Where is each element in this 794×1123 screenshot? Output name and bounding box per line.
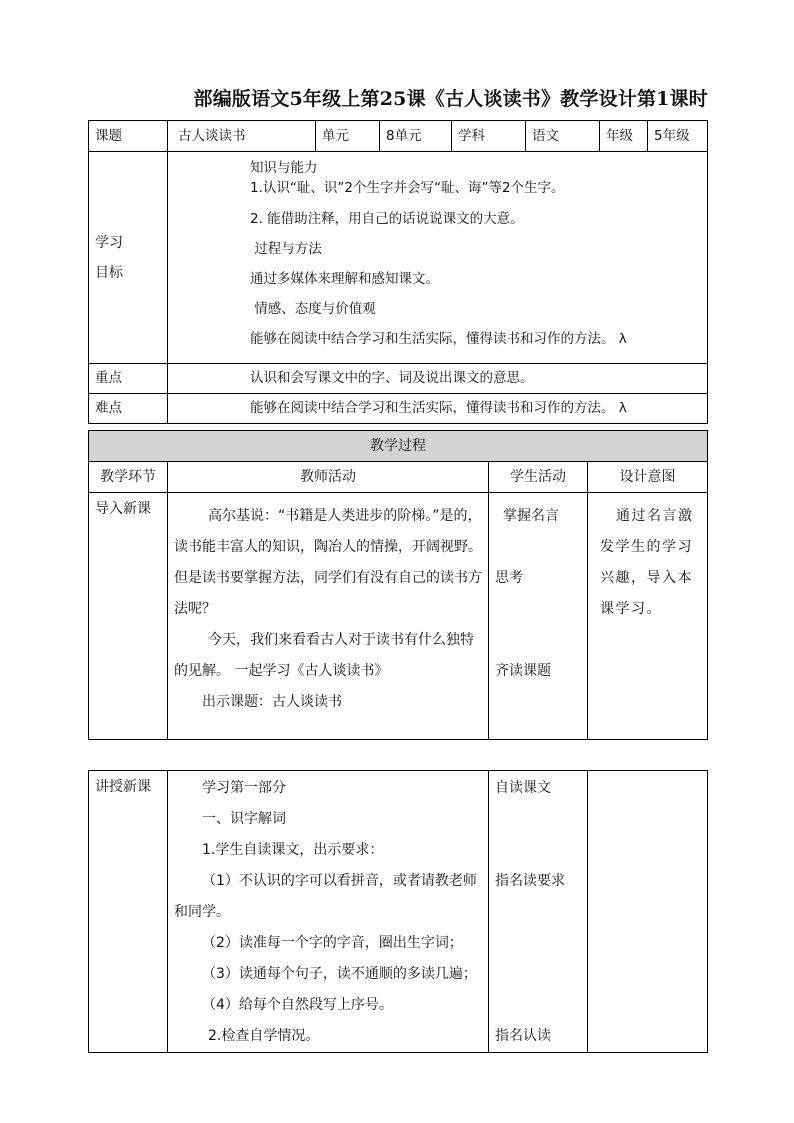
intro-stage: 导入新课	[89, 493, 168, 740]
key-point-label: 重点	[89, 364, 168, 394]
lecture-teacher	[168, 771, 489, 1053]
column-header-row	[89, 462, 708, 493]
goals-label-line1: 学习	[95, 234, 123, 251]
lecture-row	[89, 771, 708, 1053]
info-row	[89, 121, 708, 152]
col-design: 设计意图	[588, 462, 708, 493]
topic-value: 古人谈读书	[168, 121, 316, 152]
lecture-student	[489, 771, 588, 1053]
lecture-line: 2.检查自学情况。	[208, 1028, 320, 1044]
goals-row	[89, 152, 708, 364]
topic-label: 课题	[89, 121, 168, 152]
lecture-stage: 讲授新课	[89, 771, 168, 1053]
intro-design-text: 通过名言激发学生的学习兴趣，导入本课学习。	[600, 508, 694, 617]
process-table	[88, 430, 708, 740]
lecture-line: 1.学生自读课文，出示要求：	[202, 842, 384, 858]
lecture-student-3: 指名认读	[495, 1028, 551, 1044]
goals-label-line2: 目标	[95, 264, 123, 281]
lecture-design	[588, 771, 708, 1053]
intro-design	[588, 493, 708, 740]
subject-value: 语文	[526, 121, 600, 152]
lecture-student-2: 指名读要求	[495, 873, 565, 889]
intro-teacher	[168, 493, 489, 740]
intro-student	[489, 493, 588, 740]
difficulty-label: 难点	[89, 394, 168, 424]
lecture-line: 和同学。	[174, 904, 230, 920]
difficulty-value: 能够在阅读中结合学习和生活实际，懂得读书和习作的方法。 λ	[168, 394, 708, 424]
goal-item: 知识与能力	[250, 160, 318, 176]
lecture-student-1: 自读课文	[495, 780, 551, 796]
goals-content	[168, 152, 708, 364]
goals-label	[89, 152, 168, 364]
process-header-row	[89, 431, 708, 462]
process-header: 教学过程	[89, 431, 708, 462]
lesson-plan-table	[88, 120, 708, 424]
col-teacher: 教师活动	[168, 462, 489, 493]
subject-label: 学科	[452, 121, 526, 152]
grade-value: 5年级	[648, 121, 708, 152]
lecture-line: 一、识字解词	[202, 811, 286, 827]
document-title: 部编版语文5年级上第25课《古人谈读书》教学设计第1课时	[193, 88, 708, 110]
goal-item: 2. 能借助注释，用自己的话说说课文的大意。	[250, 211, 524, 227]
key-point-row	[89, 364, 708, 394]
goal-item: 通过多媒体来理解和感知课文。	[250, 271, 439, 287]
col-student: 学生活动	[489, 462, 588, 493]
unit-label: 单元	[316, 121, 380, 152]
difficulty-row	[89, 394, 708, 424]
lecture-line: 学习第一部分	[202, 780, 286, 796]
intro-student-1: 掌握名言	[503, 508, 559, 524]
key-point-value: 认识和会写课文中的字、词及说出课文的意思。	[168, 364, 708, 394]
goal-item: 1.认识“耻、识”2个生字并会写“耻、诲”等2个生字。	[250, 180, 565, 196]
goal-item: 过程与方法	[250, 241, 322, 257]
lecture-line: （2）读准每一个字的字音，圈出生字词；	[202, 935, 463, 951]
lecture-line: （4）给每个自然段写上序号。	[202, 997, 393, 1013]
col-stage: 教学环节	[89, 462, 168, 493]
intro-student-3: 齐读课题	[495, 663, 551, 679]
intro-teacher-p2: 今天，我们来看看古人对于读书有什么独特的见解。 一起学习《古人谈读书》	[174, 632, 474, 679]
lecture-line: （1）不认识的字可以看拼音，或者请教老师	[202, 873, 477, 889]
intro-student-2: 思考	[495, 570, 523, 586]
intro-teacher-p3: 出示课题：古人谈读书	[202, 694, 342, 710]
intro-row	[89, 493, 708, 740]
lecture-table	[88, 770, 708, 1053]
intro-teacher-p1: 高尔基说：“书籍是人类进步的阶梯。”是的，读书能丰富人的知识，陶冶人的情操，开阔视野。但是读书要掌握方法，同学们有没有自己的读书方法呢？	[174, 508, 482, 617]
unit-value: 8单元	[380, 121, 452, 152]
goal-item: 能够在阅读中结合学习和生活实际，懂得读书和习作的方法。 λ	[250, 331, 627, 347]
lecture-line: （3）读通每个句子，读不通顺的多读几遍；	[202, 966, 477, 982]
grade-label: 年级	[600, 121, 648, 152]
goal-item: 情感、态度与价值观	[250, 301, 376, 317]
